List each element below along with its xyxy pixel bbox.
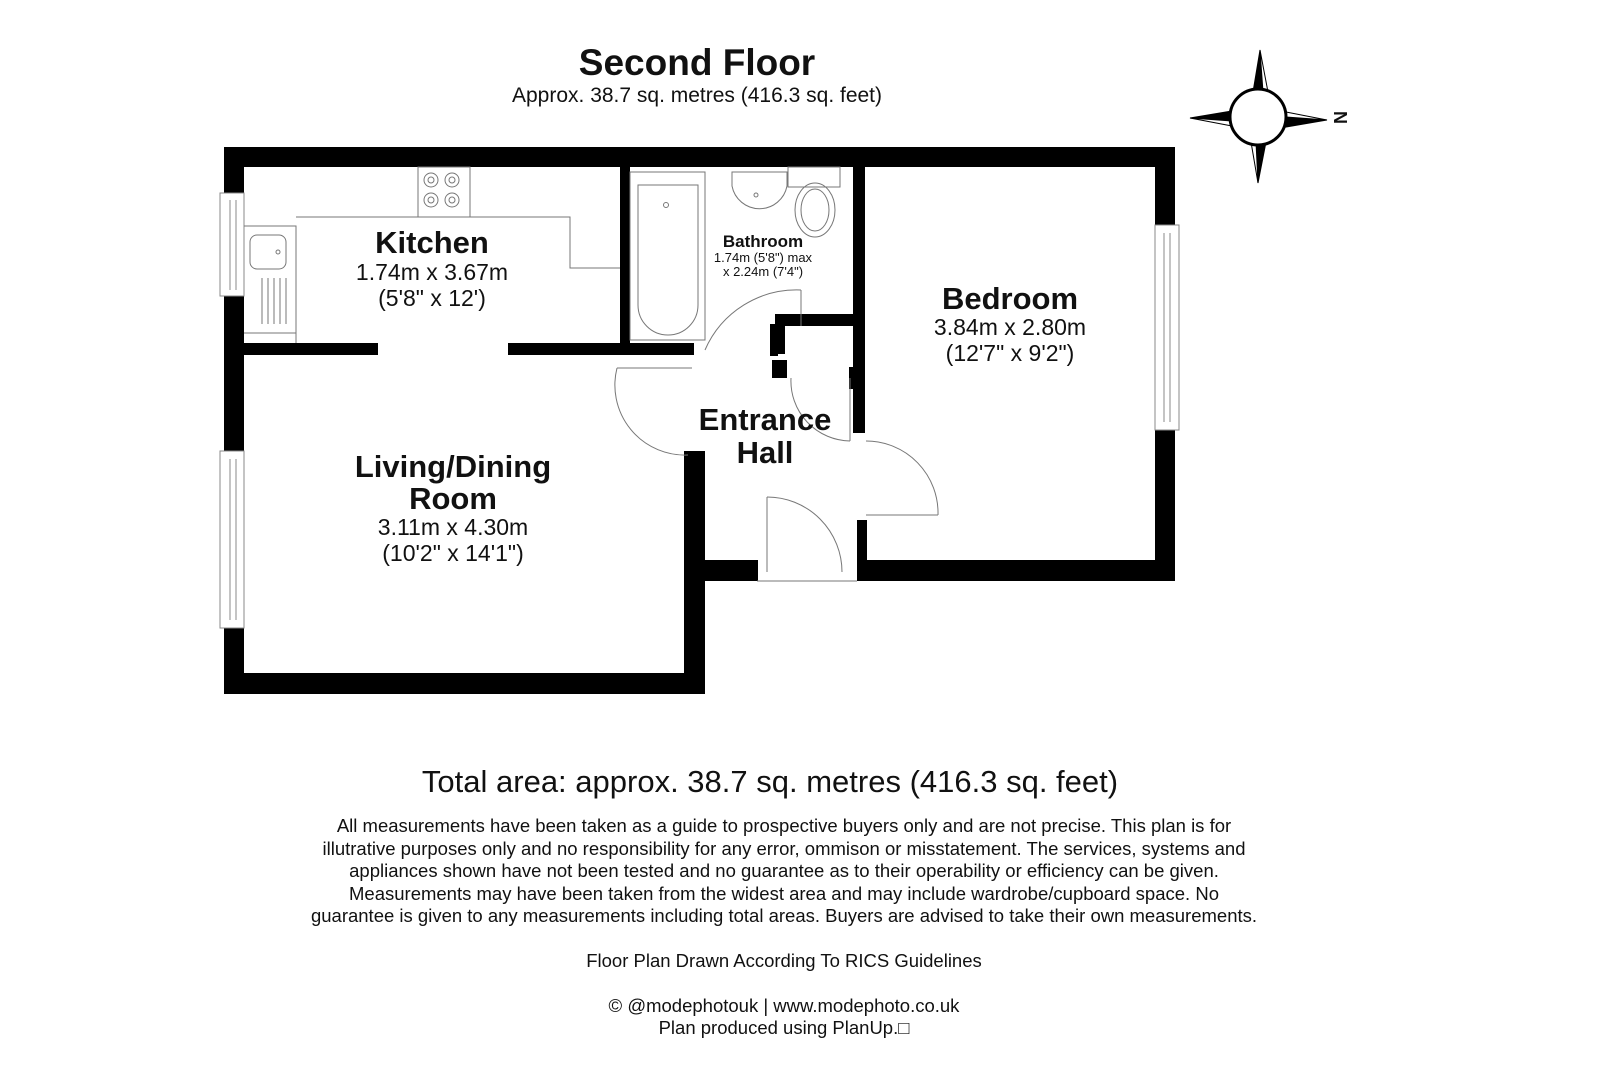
bedroom-dim-metric: 3.84m x 2.80m bbox=[933, 314, 1087, 340]
kitchen-label: Kitchen bbox=[375, 225, 489, 260]
disclaimer-line: appliances shown have not been tested and no guarantee as to their operability or efficiency can be given. bbox=[349, 860, 1219, 881]
door-swings bbox=[615, 368, 938, 581]
hall-label-line1: Entrance bbox=[698, 402, 832, 437]
credit-line: © @modephotouk | www.modephoto.co.uk bbox=[608, 995, 960, 1016]
disclaimer-line: guarantee is given to any measurements including total areas. Buyers are advised to take their own measurements. bbox=[310, 905, 1258, 926]
bedroom-dim-imperial: (12'7" x 9'2") bbox=[945, 340, 1075, 366]
hall-label-line2: Hall bbox=[736, 435, 794, 470]
living-label-line1: Living/Dining bbox=[354, 449, 552, 484]
living-label-line2: Room bbox=[409, 481, 497, 516]
bedroom-label: Bedroom bbox=[941, 281, 1079, 316]
total-area: Total area: approx. 38.7 sq. metres (416.3 sq. feet) bbox=[421, 764, 1119, 799]
rics-note: Floor Plan Drawn According To RICS Guidelines bbox=[586, 950, 982, 971]
bathroom-dim-line2: x 2.24m (7'4") bbox=[722, 264, 804, 279]
compass-north-label: N bbox=[1330, 111, 1350, 124]
disclaimer-line: All measurements have been taken as a guide to prospective buyers only and are not precise. This plan is for bbox=[336, 815, 1232, 836]
living-dim-imperial: (10'2" x 14'1") bbox=[382, 540, 524, 566]
floor-area-subtitle: Approx. 38.7 sq. metres (416.3 sq. feet) bbox=[511, 84, 883, 107]
kitchen-dim-imperial: (5'8" x 12') bbox=[378, 285, 486, 311]
floor-title: Second Floor bbox=[578, 42, 816, 83]
disclaimer-line: Measurements may have been taken from the widest area and may include wardrobe/cupboard space. No bbox=[349, 882, 1219, 904]
kitchen-dim-metric: 1.74m x 3.67m bbox=[355, 259, 509, 285]
bathroom-dim-line1: 1.74m (5'8") max bbox=[713, 250, 813, 265]
disclaimer bbox=[250, 815, 1318, 928]
living-dim-metric: 3.11m x 4.30m bbox=[377, 514, 529, 540]
bathroom-label: Bathroom bbox=[722, 232, 804, 251]
disclaimer-line: illutrative purposes only and no responsibility for any error, ommison or misstatement. The services, systems and bbox=[322, 837, 1246, 859]
produced-line: Plan produced using PlanUp.□ bbox=[658, 1017, 910, 1038]
